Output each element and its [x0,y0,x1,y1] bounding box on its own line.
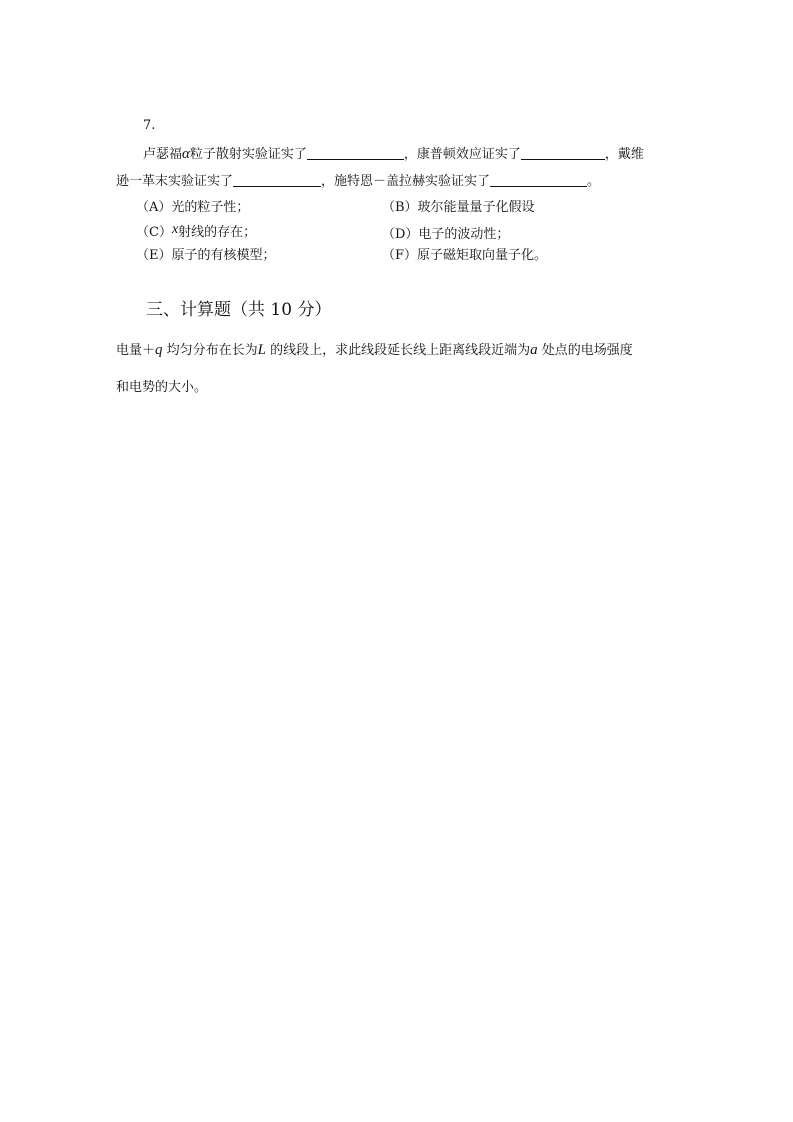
question-line-2 [116,170,600,189]
text-segment: 卢瑟福 [143,147,183,162]
a-symbol: a [530,342,538,358]
problem-line-2: 和电势的大小。 [116,380,208,395]
text-segment: ，施特恩－盖拉赫实验证实了 [321,174,491,189]
answer-blank-4[interactable] [490,172,587,187]
option-c-prefix: （C） [136,225,172,240]
option-c-text: 射线的存在； [178,225,257,240]
text-segment: 均匀分布在长为 [162,343,258,358]
text-segment: ，戴维 [604,147,644,162]
text-segment: 逊一革末实验证实了 [116,174,234,189]
text-segment: ，康普顿效应证实了 [403,147,521,162]
L-symbol: L [257,342,266,358]
text-segment: 粒子散射实验证实了 [189,147,307,162]
problem-line-1 [116,339,633,359]
option-d: （D）电子的波动性； [382,227,510,242]
question-line-1 [143,143,644,163]
x-symbol: x [171,222,179,237]
q-symbol: q [155,342,163,358]
answer-blank-3[interactable] [233,172,321,187]
alpha-symbol: α [182,146,190,162]
option-b: （B）玻尔能量量子化假设 [382,200,535,215]
text-segment: 处点的电场强度 [537,343,633,358]
answer-blank-2[interactable] [521,145,605,160]
option-f: （F）原子磁矩取向量子化。 [382,248,548,263]
text-segment: 的线段上，求此线段延长线上距离线段近端为 [266,343,531,358]
answer-blank-1[interactable] [307,145,404,160]
question-number: 7. [143,118,156,133]
text-segment: 电量＋ [116,343,156,358]
option-e: （E）原子的有核模型； [136,248,276,263]
section-heading: 三、计算题（共 10 分） [146,300,332,320]
text-segment: 。 [587,174,601,189]
option-c [136,221,256,241]
option-a: （A）光的粒子性； [136,200,250,215]
